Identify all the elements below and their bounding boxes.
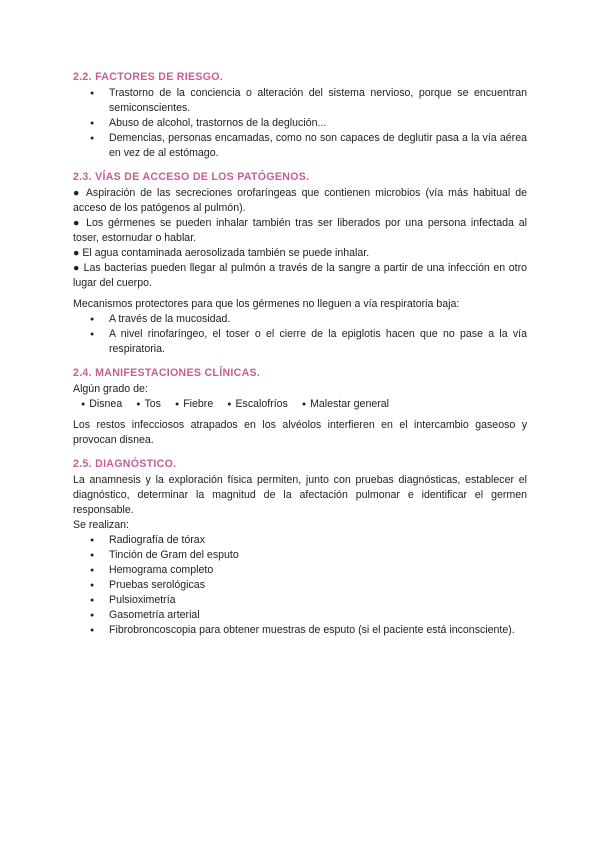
section-heading: 2.3. VÍAS DE ACCESO DE LOS PATÓGENOS. bbox=[73, 171, 310, 183]
paragraph-intro: Se realizan: bbox=[73, 519, 129, 531]
section-clinical-manifestations bbox=[73, 366, 527, 448]
list-item: ● Demencias, personas encamadas, como no son capaces de deglutir pasa a la vía aérea en vez de al estómago. bbox=[109, 131, 527, 161]
list-item: ● A nivel rinofaríngeo, el toser o el cierre de la epiglotis hacen que no pase a la vía respiratoria. bbox=[109, 327, 527, 357]
paragraph-intro: Algún grado de: bbox=[73, 383, 148, 395]
list-item: ● Pruebas serológicas bbox=[109, 578, 527, 593]
bullet-list bbox=[73, 312, 527, 357]
list-item: ● Fibrobroncoscopia para obtener muestras de esputo (si el paciente está inconsciente). bbox=[109, 623, 527, 638]
section-heading: 2.2. FACTORES DE RIESGO. bbox=[73, 71, 224, 83]
paragraph-line: ● Los gérmenes se pueden inhalar también tras ser liberados por una persona infectada al toser, estornudar o hablar. bbox=[73, 217, 527, 244]
list-item: ● Tinción de Gram del esputo bbox=[109, 548, 527, 563]
paragraph-intro: Mecanismos protectores para que los gérmenes no lleguen a vía respiratoria baja: bbox=[73, 298, 460, 310]
section-risk-factors bbox=[73, 70, 527, 161]
section-diagnosis bbox=[73, 457, 527, 638]
section-heading: 2.5. DIAGNÓSTICO. bbox=[73, 458, 177, 470]
list-item: ● Hemograma completo bbox=[109, 563, 527, 578]
list-item: ● Trastorno de la conciencia o alteración del sistema nervioso, porque se encuentran semiconscientes. bbox=[109, 86, 527, 116]
symptom-item: ● Malestar general bbox=[302, 397, 389, 412]
paragraph-line: ● Las bacterias pueden llegar al pulmón a través de la sangre a partir de una infección en otro lugar del cuerpo. bbox=[73, 262, 527, 289]
bullet-list bbox=[73, 533, 527, 638]
paragraph: La anamnesis y la exploración física permiten, junto con pruebas diagnósticas, establecer el diagnóstico, determinar la magnitud de la afectación pulmonar e identificar el germen responsable. bbox=[73, 474, 527, 516]
document-content bbox=[73, 70, 527, 638]
paragraph: Los restos infecciosos atrapados en los alvéolos interfieren en el intercambio gaseoso y provocan disnea. bbox=[73, 419, 527, 446]
list-item: ● Gasometría arterial bbox=[109, 608, 527, 623]
symptom-item: ● Tos bbox=[136, 397, 161, 412]
symptom-item: ● Escalofríos bbox=[227, 397, 288, 412]
section-heading: 2.4. MANIFESTACIONES CLÍNICAS. bbox=[73, 367, 261, 379]
list-item: ● Abuso de alcohol, trastornos de la deglución... bbox=[109, 116, 527, 131]
paragraph-line: ● Aspiración de las secreciones orofaríngeas que contienen microbios (vía más habitual de acceso de los patógenos al pulmón). bbox=[73, 187, 527, 214]
symptom-item: ● Fiebre bbox=[175, 397, 213, 412]
list-item: ● A través de la mucosidad. bbox=[109, 312, 527, 327]
bullet-list bbox=[73, 86, 527, 161]
symptom-item: ● Disnea bbox=[81, 397, 122, 412]
list-item: ● Pulsioximetría bbox=[109, 593, 527, 608]
section-access-routes bbox=[73, 170, 527, 357]
symptom-list bbox=[73, 397, 527, 412]
list-item: ● Radiografía de tórax bbox=[109, 533, 527, 548]
paragraph-line: ● El agua contaminada aerosolizada también se puede inhalar. bbox=[73, 247, 370, 259]
